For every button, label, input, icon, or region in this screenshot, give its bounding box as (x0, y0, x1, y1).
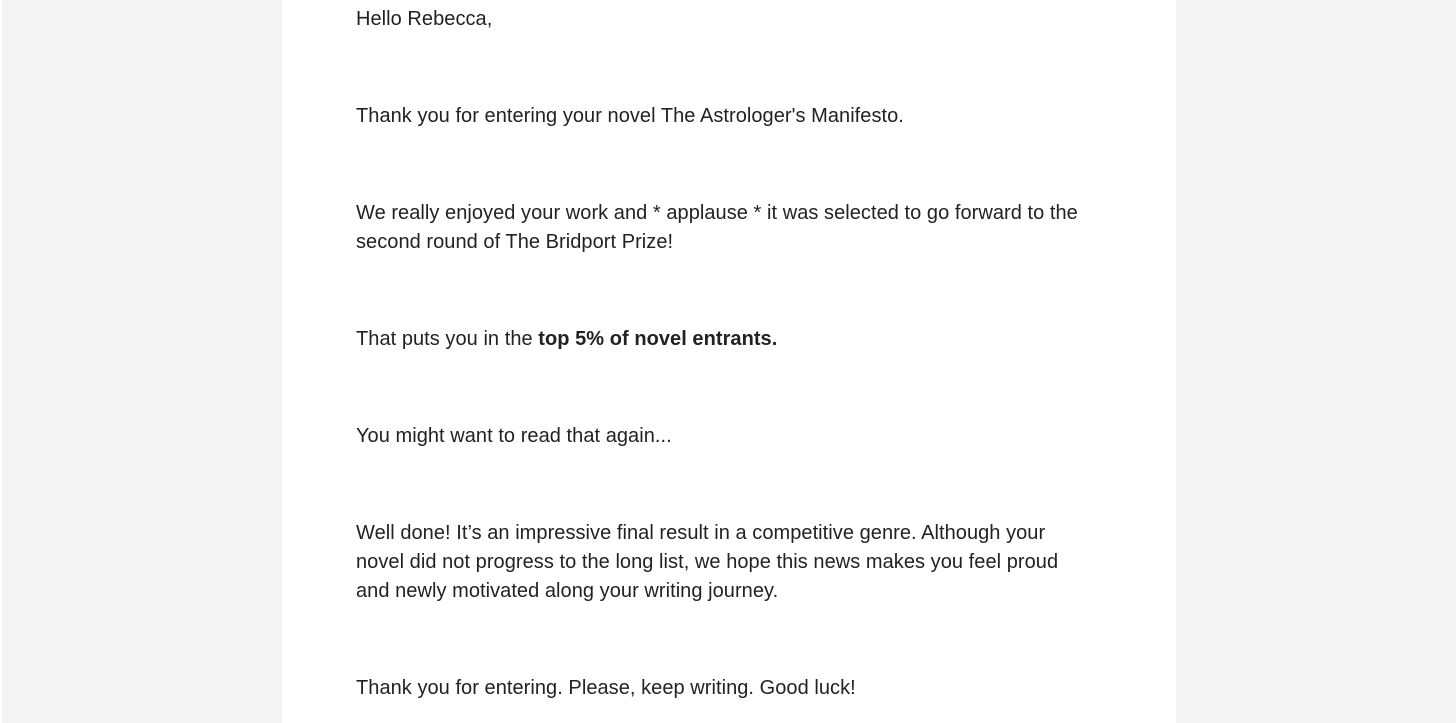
well-done-paragraph: Well done! It’s an impressive final result in a competitive genre. Although your novel did not progress to the long list, we hope this news makes you feel proud and newly motivated along your writing journey. (356, 522, 1059, 602)
top-percent-prefix: That puts you in the (356, 328, 539, 350)
thanks-paragraph: Thank you for entering your novel The Astrologer's Manifesto. (356, 105, 904, 127)
left-edge-strip (0, 0, 2, 723)
top-percent-highlight: top 5% of novel entrants. (538, 328, 778, 350)
email-body (356, 5, 1096, 703)
email-content-panel (282, 0, 1176, 723)
greeting-paragraph: Hello Rebecca, (356, 8, 493, 30)
top-percent-paragraph (356, 325, 1096, 354)
selection-paragraph: We really enjoyed your work and * applause * it was selected to go forward to the second round of The Bridport Prize! (356, 202, 1078, 253)
reread-paragraph: You might want to read that again... (356, 425, 672, 447)
closing-paragraph: Thank you for entering. Please, keep writing. Good luck! (356, 677, 856, 699)
